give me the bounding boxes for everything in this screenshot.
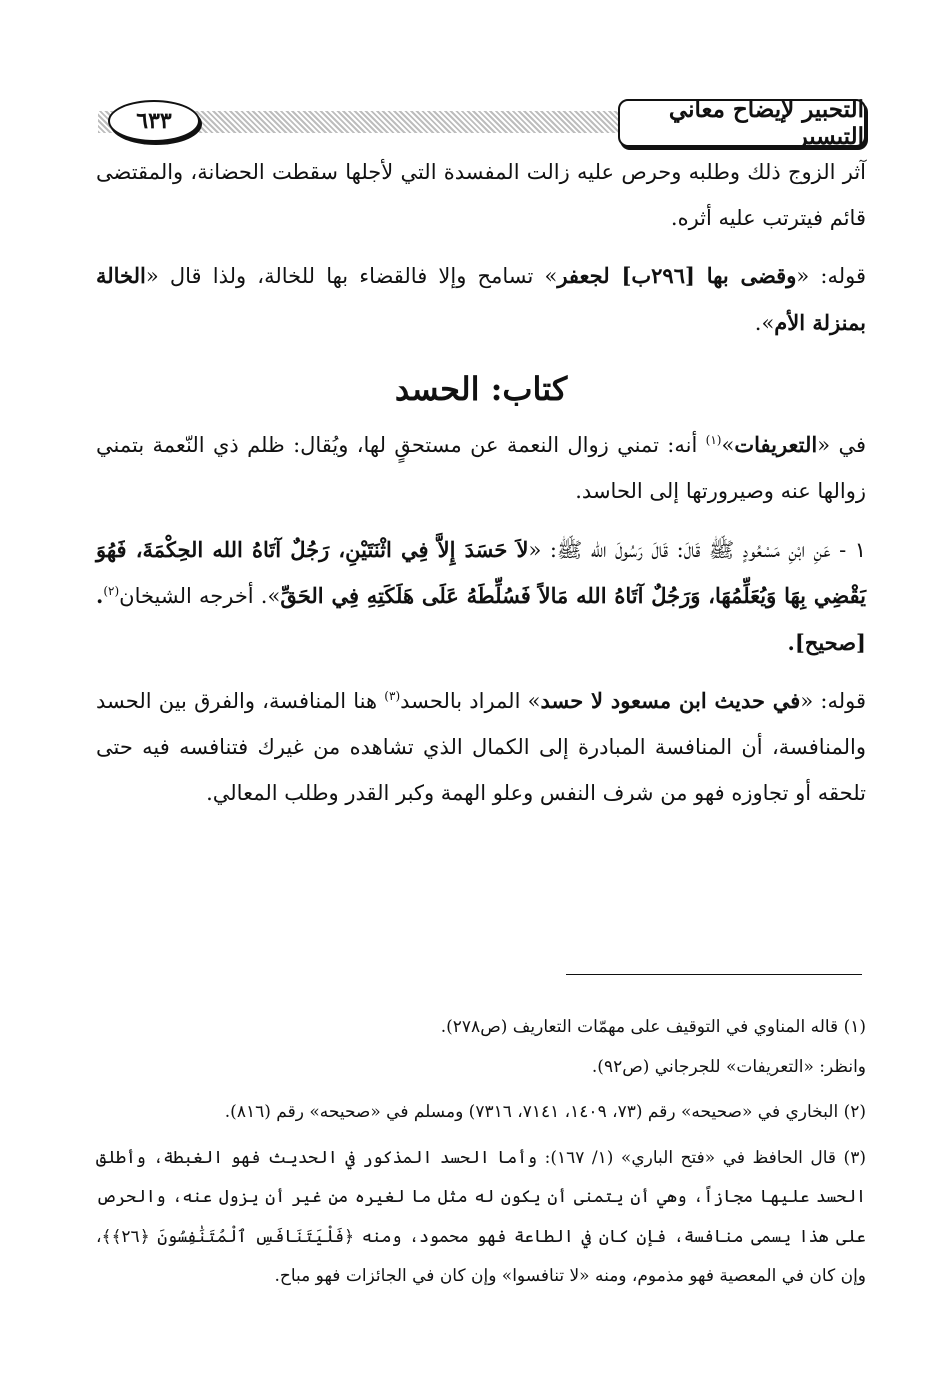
paragraph-2 [96, 253, 866, 346]
p2-end: ». [754, 310, 775, 335]
p3-prefix: في « [817, 433, 866, 458]
p2-quote: وقضى بها [٢٩٦ب] لجعفر [557, 263, 797, 289]
p5-text: هنا المنافسة، والفرق بين الحسد والمنافسة، أن المنافسة المبادرة إلى الكمال الذي تشاهده من غيرك فتنافسه فيه حتى تلحقه أو تجاوزه فهو من شرف النفس وعلو الهمة وكبر القدر وطلب المعالي. [96, 689, 866, 805]
book-title: التحبير لإيضاح معاني التيسير [618, 99, 866, 147]
body-text [96, 150, 866, 828]
p3-text: أنه: تمني زوال النعمة عن مستحقٍ لها، ويُقال: ظلم ذي النّعمة بتمني زوالها عنه وصيرورتها إلى الحاسد. [96, 433, 866, 503]
footnote-ref-3[interactable]: (٣) [384, 689, 401, 704]
p2-prefix: قوله: « [796, 264, 867, 289]
hadith-grade: . [صحيح]. [96, 583, 866, 655]
hadith-end: ». أخرجه الشيخان [119, 584, 281, 609]
paragraph-3 [96, 422, 866, 514]
footnote-1: (١) قاله المناوي في التوقيف على مهمّات التعاريف (ص٢٧٨). [440, 1017, 866, 1037]
chapter-title: كتاب: الحسد [394, 370, 568, 409]
footnote-ref-1[interactable]: (١) [705, 433, 722, 448]
hadith-intro: ١ - عَنِ ابْنِ مَسْعُودٍ ﷺ قَالَ: قَالَ رَسُولَ الله ﷺ: « [528, 537, 866, 562]
p5-after-quote: » المراد بالحسد [400, 689, 541, 714]
page-header [98, 96, 866, 150]
p2-quote-2: الخالة بمنزلة الأم [96, 263, 866, 335]
paragraph-5 [96, 678, 866, 816]
footnote-ref-2[interactable]: (٢) [103, 584, 120, 599]
p5-quote: في حديث ابن مسعود لا حسد [540, 688, 801, 714]
footnote-1-continued: وانظر: «التعريفات» للجرجاني (ص٩٢). [591, 1056, 866, 1077]
footnote-2: (٢) البخاري في «صحيحه» رقم (٧٣، ١٤٠٩، ٧١٤١، ٧٣١٦) ومسلم في «صحيحه» رقم (٨١٦). [224, 1102, 866, 1122]
paragraph-1: آثر الزوج ذلك وطلبه وحرص عليه زالت المفسدة التي لأجلها سقطت الحضانة، والمقتضى قائم فيترتب عليه أثره. [96, 160, 866, 230]
footnotes [96, 1008, 866, 1303]
p2-mid: » تسامح وإلا فالقضاء بها للخالة، ولذا قال « [145, 264, 558, 289]
p5-prefix: قوله: « [800, 689, 866, 714]
footnote-3: (٣) قال الحافظ في «فتح الباري» (١/ ١٦٧): وأما الحسد المذكور في الحديث فهو الغبطة، وأطلق الحسد عليها مجازاً، وهي أن يتمنى أن يكون له مثل ما لغيره من غير أن يزول عنه، والحرص على هذا يسمى منافسة، فإن كان في الطاعة فهو محمود، ومنه ﴿فَلْيَتَنَافَسِ ٱلْمُتَنَٰفِسُونَ ﴿٢٦﴾﴾، وإن كان في المعصية فهو مذموم، ومنه «لا تنافسوا» وإن كان في الجائزات فهو مباح. [96, 1147, 866, 1286]
page-number: ٦٣٣ [108, 100, 200, 142]
p3-close: » [721, 433, 735, 458]
hadith-paragraph [96, 527, 866, 667]
hadith-text: لاَ حَسَدَ إِلاَّ فِي اثْنَتَيْنِ، رَجُلٌ آتَاهُ الله الحِكْمَةَ، فَهُوَ يَقْضِي بِهَا وَيُعَلِّمُهَا، وَرَجُلٌ آتَاهُ الله مَالاً فَسُلِّطَهُ عَلَى هَلَكَتِهِ فِي الحَقِّ [96, 536, 866, 609]
footnote-divider [566, 974, 862, 975]
p3-term: التعريفات [734, 432, 818, 458]
